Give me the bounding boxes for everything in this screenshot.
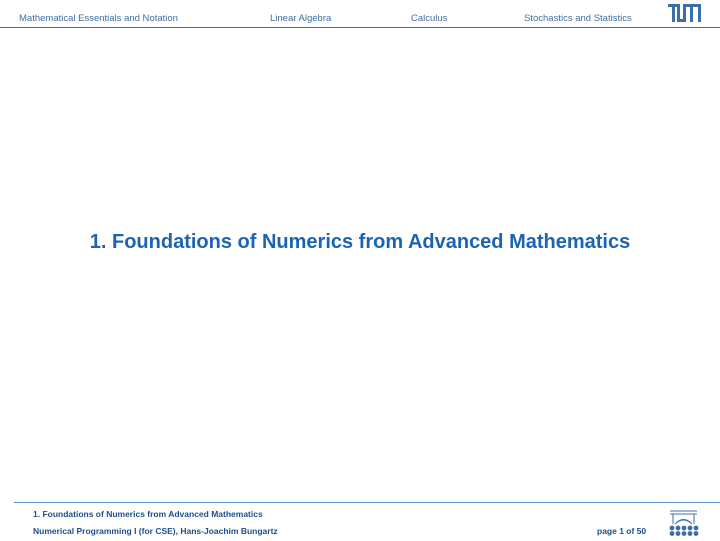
tum-logo-icon <box>668 4 701 22</box>
header-bar <box>0 0 720 28</box>
footer-section-title: 1. Foundations of Numerics from Advanced Mathematics <box>33 509 263 519</box>
page-counter: page 1 of 50 <box>597 526 647 536</box>
nav-item-calculus[interactable]: Calculus <box>411 13 448 24</box>
nav-item-stochastics-statistics[interactable]: Stochastics and Statistics <box>524 13 632 24</box>
slide-title: 1. Foundations of Numerics from Advanced Mathematics <box>89 231 631 253</box>
nav-item-linear-algebra[interactable]: Linear Algebra <box>270 13 332 24</box>
footer-course-info: Numerical Programming I (for CSE), Hans-Joachim Bungartz <box>33 526 278 536</box>
header-divider <box>0 27 720 28</box>
footer-divider <box>14 502 720 503</box>
nav-item-mathematical-essentials[interactable]: Mathematical Essentials and Notation <box>19 13 178 24</box>
department-logo-icon <box>667 508 700 536</box>
